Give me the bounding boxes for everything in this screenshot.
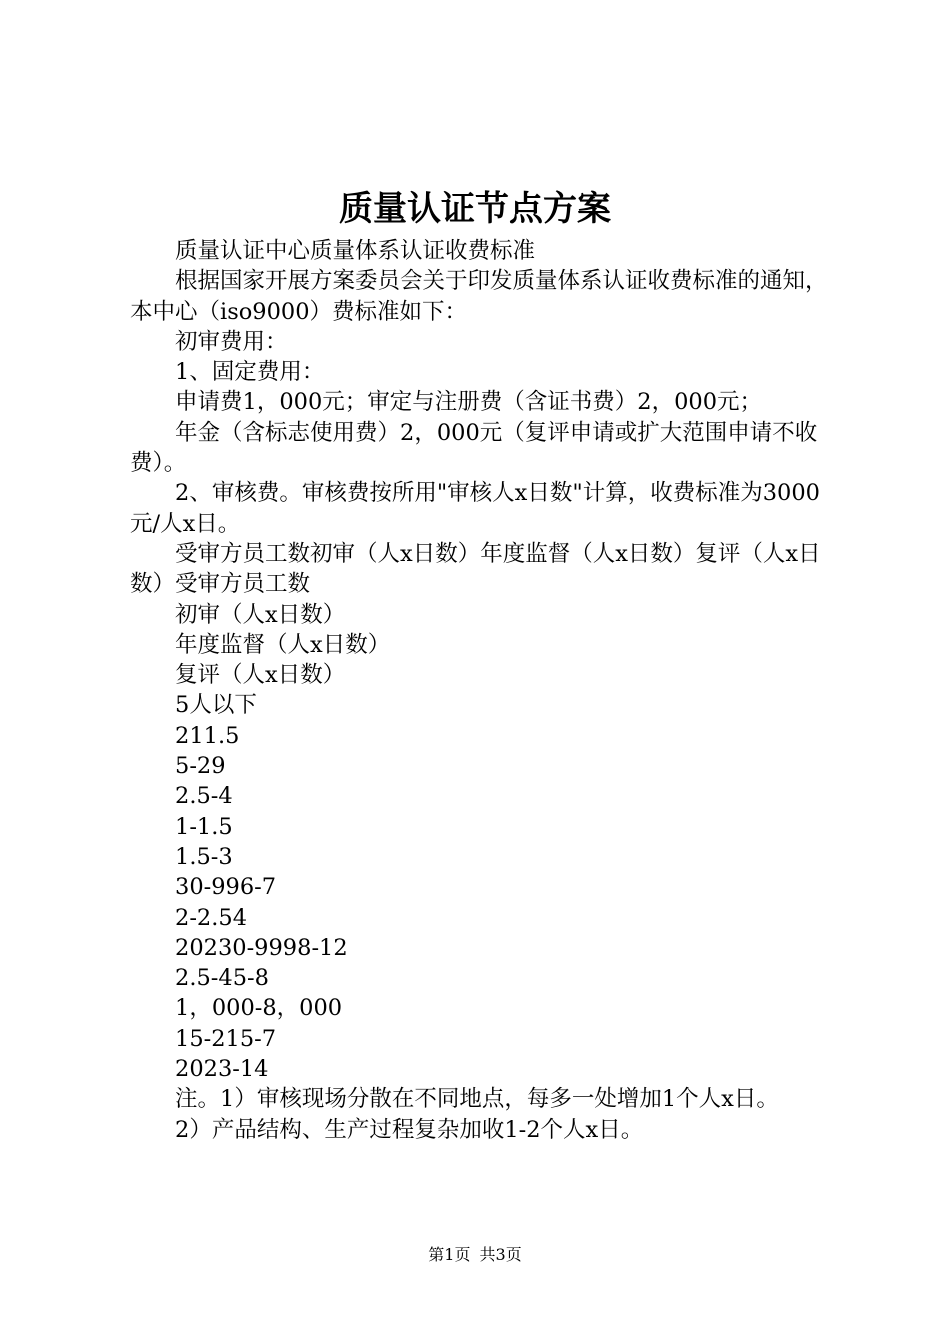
page-number: 第1页	[428, 1245, 471, 1264]
paragraph: 年度监督（人x日数）	[175, 631, 391, 658]
paragraph: 初审费用：	[175, 328, 288, 355]
paragraph: 5人以下	[175, 692, 257, 719]
paragraph: 受审方员工数初审（人x日数）年度监督（人x日数）复评（人x日数）受审方员工数	[130, 540, 821, 598]
document-title: 质量认证节点方案	[339, 189, 611, 229]
paragraph: 211.5	[175, 722, 240, 749]
paragraph: 2）产品结构、生产过程复杂加收1-2个人x日。	[175, 1116, 644, 1143]
paragraph: 20230-9998-12	[175, 934, 348, 961]
paragraph: 30-996-7	[175, 874, 277, 901]
paragraph: 年金（含标志使用费）2，000元（复评申请或扩大范围申请不收费）。	[130, 419, 818, 477]
paragraph: 初审（人x日数）	[175, 601, 346, 628]
paragraph: 1、固定费用：	[175, 359, 325, 386]
paragraph: 2.5-45-8	[175, 965, 269, 992]
paragraph: 1.5-3	[175, 843, 233, 870]
paragraph: 1-1.5	[175, 813, 233, 840]
paragraph: 2-2.54	[175, 904, 248, 931]
document-body	[130, 236, 835, 1145]
paragraph: 2.5-4	[175, 783, 233, 810]
paragraph: 1，000-8，000	[175, 995, 343, 1022]
paragraph: 15-215-7	[175, 1025, 277, 1052]
paragraph: 2、审核费。审核费按所用"审核人x日数"计算，收费标准为3000元/人x日。	[130, 480, 820, 537]
paragraph: 2023-14	[175, 1056, 269, 1083]
paragraph: 根据国家开展方案委员会关于印发质量体系认证收费标准的通知，本中心（iso9000）费标准如下：	[130, 268, 828, 325]
paragraph: 质量认证中心质量体系认证收费标准	[175, 238, 536, 264]
paragraph: 申请费1，000元；审定与注册费（含证书费）2，000元；	[175, 389, 763, 416]
page-footer	[0, 1244, 950, 1266]
paragraph: 注。1）审核现场分散在不同地点，每多一处增加1个人x日。	[175, 1086, 779, 1113]
page-total: 共3页	[479, 1245, 522, 1264]
paragraph: 5-29	[175, 753, 226, 780]
paragraph: 复评（人x日数）	[175, 662, 346, 689]
